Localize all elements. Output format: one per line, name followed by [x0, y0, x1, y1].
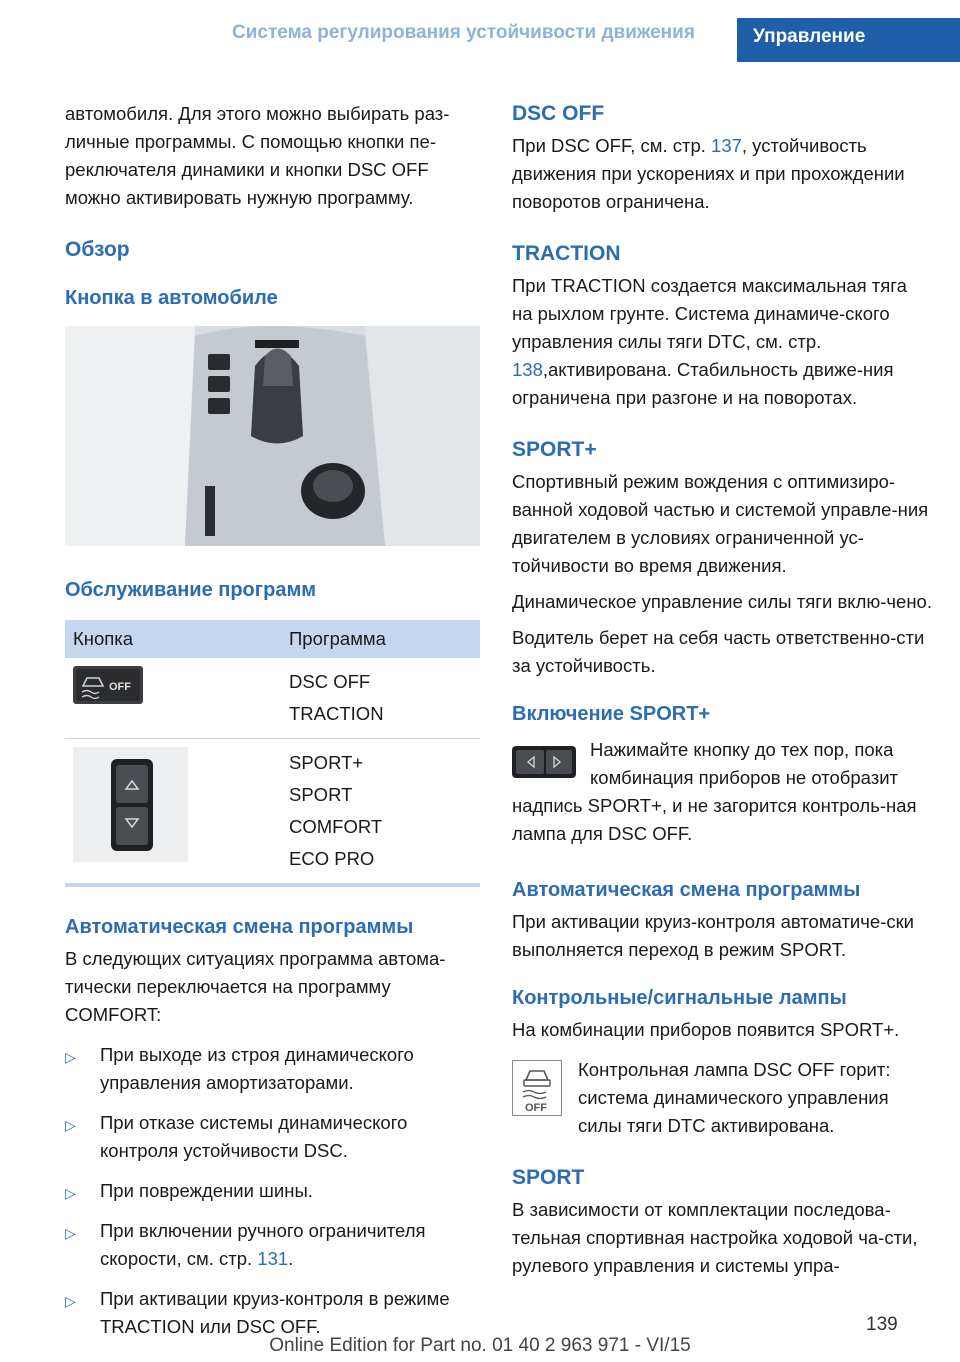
triangle-bullet-icon: ▷ — [65, 1225, 76, 1241]
right-column — [512, 100, 932, 1280]
dsc-off-heading: DSC OFF — [512, 102, 605, 125]
service-heading: Обслуживание программ — [65, 579, 317, 601]
dsc-off-button-icon — [73, 666, 143, 704]
list-item: ▷ При выходе из строя динамического управления амортизаторами. — [65, 1044, 414, 1093]
enable-sport-plus-text-rest: надпись SPORT+, и не загорится контроль-ная лампа для DSC OFF. — [512, 795, 917, 844]
center-console-photo — [65, 326, 480, 546]
list-item: ▷ При повреждении шины. — [65, 1177, 480, 1205]
triangle-bullet-icon: ▷ — [65, 1293, 76, 1309]
program-dsc-off: DSC OFF — [289, 671, 371, 692]
enable-sport-plus-row — [512, 736, 932, 792]
program-comfort: COMFORT — [289, 816, 383, 837]
conditions-list — [65, 1041, 480, 1341]
dsc-off-button-cell — [65, 658, 281, 739]
lamp-description: Контрольная лампа DSC OFF горит: система динамического управления силы тяги DTC активирована. — [578, 1059, 891, 1136]
auto-change-heading-right: Автоматическая смена программы — [512, 879, 861, 901]
auto-change-text: В следующих ситуациях программа автома-тически переключается на программу COMFORT: — [65, 948, 446, 1025]
program-cell — [281, 739, 480, 886]
enable-sport-plus-text: Нажимайте кнопку до тех пор, пока комбинация приборов не отобразит — [590, 739, 899, 788]
table-row — [65, 658, 480, 739]
page-link-137[interactable]: 137 — [711, 135, 742, 156]
list-item: ▷ При активации круиз-контроля в режиме TRACTION или DSC OFF. — [65, 1288, 450, 1337]
program-eco-pro: ECO PRO — [289, 848, 375, 869]
sport-plus-text-1: Спортивный режим вождения с оптимизиро-ванной ходовой частью и системой управле-ния двигателем в условиях ограниченной ус-тойчивости во время движения. — [512, 471, 929, 576]
program-sport-plus: SPORT+ — [289, 752, 364, 773]
program-sport: SPORT — [289, 784, 353, 805]
traction-text: При TRACTION создается максимальная тяга на рыхлом грунте. Система динамиче-ского управления силы тяги DTC, см. стр. 138,активирована. Стабильность движе-ния ограничена при разгоне и на поворотах. — [512, 275, 907, 408]
lamp-row — [512, 1056, 932, 1140]
dsc-off-lamp-icon — [512, 1060, 562, 1116]
sport-heading: SPORT — [512, 1166, 585, 1189]
footer-edition: Online Edition for Part no. 01 40 2 963 971 - VI/15 — [269, 1335, 691, 1356]
sport-plus-text-3: Водитель берет на себя часть ответственно-сти за устойчивость. — [512, 627, 925, 676]
page-number: 139 — [866, 1314, 898, 1335]
console-illustration — [65, 326, 480, 546]
triangle-bullet-icon: ▷ — [65, 1185, 76, 1201]
lamps-text: На комбинации приборов появится SPORT+. — [512, 1019, 900, 1040]
page-link-138[interactable]: 138 — [512, 359, 543, 380]
sport-plus-heading: SPORT+ — [512, 438, 597, 461]
dsc-off-text: При DSC OFF, см. стр. 137, устойчивость движения при ускорениях и при прохождении поворотов ограничена. — [512, 135, 905, 212]
list-item: ▷ При включении ручного ограничителя скорости, см. стр. 131. — [65, 1220, 426, 1269]
page-link-131[interactable]: 131 — [257, 1248, 289, 1269]
button-heading: Кнопка в автомобиле — [65, 287, 278, 309]
dsc-off-label: OFF — [109, 681, 131, 693]
program-cell — [281, 658, 480, 739]
program-traction: TRACTION — [289, 703, 384, 724]
table-header-row — [65, 620, 480, 658]
chapter-tab: Управление — [737, 18, 960, 62]
list-item: ▷ При отказе системы динамического контроля устойчивости DSC. — [65, 1112, 408, 1161]
page-header — [0, 0, 960, 62]
lamp-off-label: OFF — [525, 1102, 547, 1114]
triangle-bullet-icon: ▷ — [65, 1117, 76, 1133]
sport-plus-text-2: Динамическое управление силы тяги вклю-чено. — [512, 591, 932, 612]
table-row — [65, 739, 480, 886]
auto-change-text-right: При активации круиз-контроля автоматиче-ски выполняется переход в режим SPORT. — [512, 911, 915, 960]
intro-paragraph: автомобиля. Для этого можно выбирать раз-личные программы. С помощью кнопки пе-реключателя динамики и кнопки DSC OFF можно активировать нужную программу. — [65, 103, 450, 208]
enable-sport-plus-heading: Включение SPORT+ — [512, 703, 711, 725]
rocker-switch-icon — [512, 742, 576, 782]
traction-heading: TRACTION — [512, 242, 621, 265]
auto-change-heading: Автоматическая смена программы — [65, 916, 414, 938]
programs-table — [65, 620, 480, 887]
overview-heading: Обзор — [65, 238, 130, 261]
driving-experience-switch-icon — [73, 747, 188, 862]
triangle-bullet-icon: ▷ — [65, 1049, 76, 1065]
section-title: Система регулирования устойчивости движения — [232, 22, 695, 43]
driving-experience-switch-cell — [65, 739, 281, 886]
column-header-program: Программа — [281, 620, 480, 658]
left-column — [65, 100, 480, 1353]
lamps-heading: Контрольные/сигнальные лампы — [512, 987, 847, 1009]
sport-text: В зависимости от комплектации последова-тельная спортивная настройка ходовой ча-сти, рулевого управления и системы упра- — [512, 1199, 918, 1276]
column-header-button: Кнопка — [65, 620, 281, 658]
